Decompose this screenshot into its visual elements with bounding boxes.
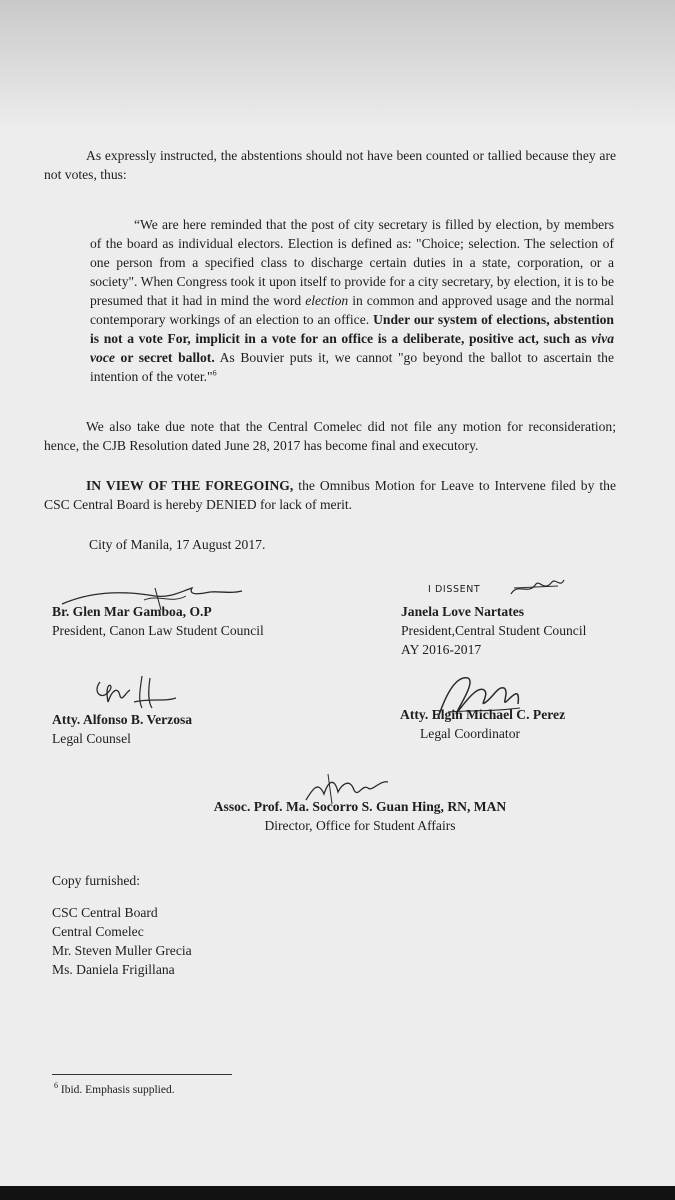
footnote-divider xyxy=(52,1074,232,1075)
footnote: $^6$ Ibid. Emphasis supplied. xyxy=(54,1081,175,1096)
signatory-verzosa: Atty. Alfonso B. Verzosa Legal Counsel xyxy=(52,712,193,746)
footnote-ref: 6 xyxy=(212,368,217,378)
list-item: Ms. Daniela Frigillana xyxy=(52,962,175,977)
signatory-perez: Atty. Elgin Michael C. Perez Legal Coordinator xyxy=(400,707,566,741)
paragraph-comelec: We also take due note that the Central Comelec did not file any motion for reconsideration; hence, the CJB Resolution dated June 28, 2017 has become final and executory. xyxy=(44,419,616,453)
block-quote: “We are here reminded that the post of city secretary is filled by election, by members of the board as individual electors. Election is defined as: "Choice; selection. The selection of one person from a specified class to discharge certain duties in a state, corporation, or a society". When Congress took it upon itself to provide for a city secretary, by election, it is to be presumed that it had in mind the word election in common and approved usage and the normal contemporary workings of an election to an office. Under our system of elections, abstention is not a vote For, implicit in a vote for an office is a deliberate, positive act, such as viva voce or secret ballot. As Bouvier puts it, we cannot "go beyond the ballot to ascertain the intention of the voter."$^6$ xyxy=(90,217,614,384)
copy-furnished-list xyxy=(52,903,192,979)
bottom-bar xyxy=(0,1186,675,1200)
paragraph-foregoing: IN VIEW OF THE FOREGOING, the Omnibus Motion for Leave to Intervene filed by the CSC Central Board is hereby DENIED for lack of merit. xyxy=(44,478,616,512)
copy-furnished-label: Copy furnished: xyxy=(52,873,140,888)
list-item: Central Comelec xyxy=(52,924,144,939)
signature-nartates xyxy=(508,574,568,602)
page-shadow xyxy=(0,0,675,130)
signatory-guan-hing: Assoc. Prof. Ma. Socorro S. Guan Hing, RN, MAN Director, Office for Student Affairs xyxy=(213,799,507,833)
dateline: City of Manila, 17 August 2017. xyxy=(89,537,266,552)
list-item: Mr. Steven Muller Grecia xyxy=(52,943,192,958)
signatory-gamboa: Br. Glen Mar Gamboa, O.P President, Canon Law Student Council xyxy=(52,604,264,638)
dissent-annotation: I DISSENT xyxy=(428,584,481,595)
list-item: CSC Central Board xyxy=(52,905,158,920)
signatory-nartates: Janela Love Nartates President,Central Student Council AY 2016-2017 xyxy=(401,604,587,657)
paragraph-abstentions: As expressly instructed, the abstentions should not have been counted or tallied because they are not votes, thus: xyxy=(44,148,616,182)
